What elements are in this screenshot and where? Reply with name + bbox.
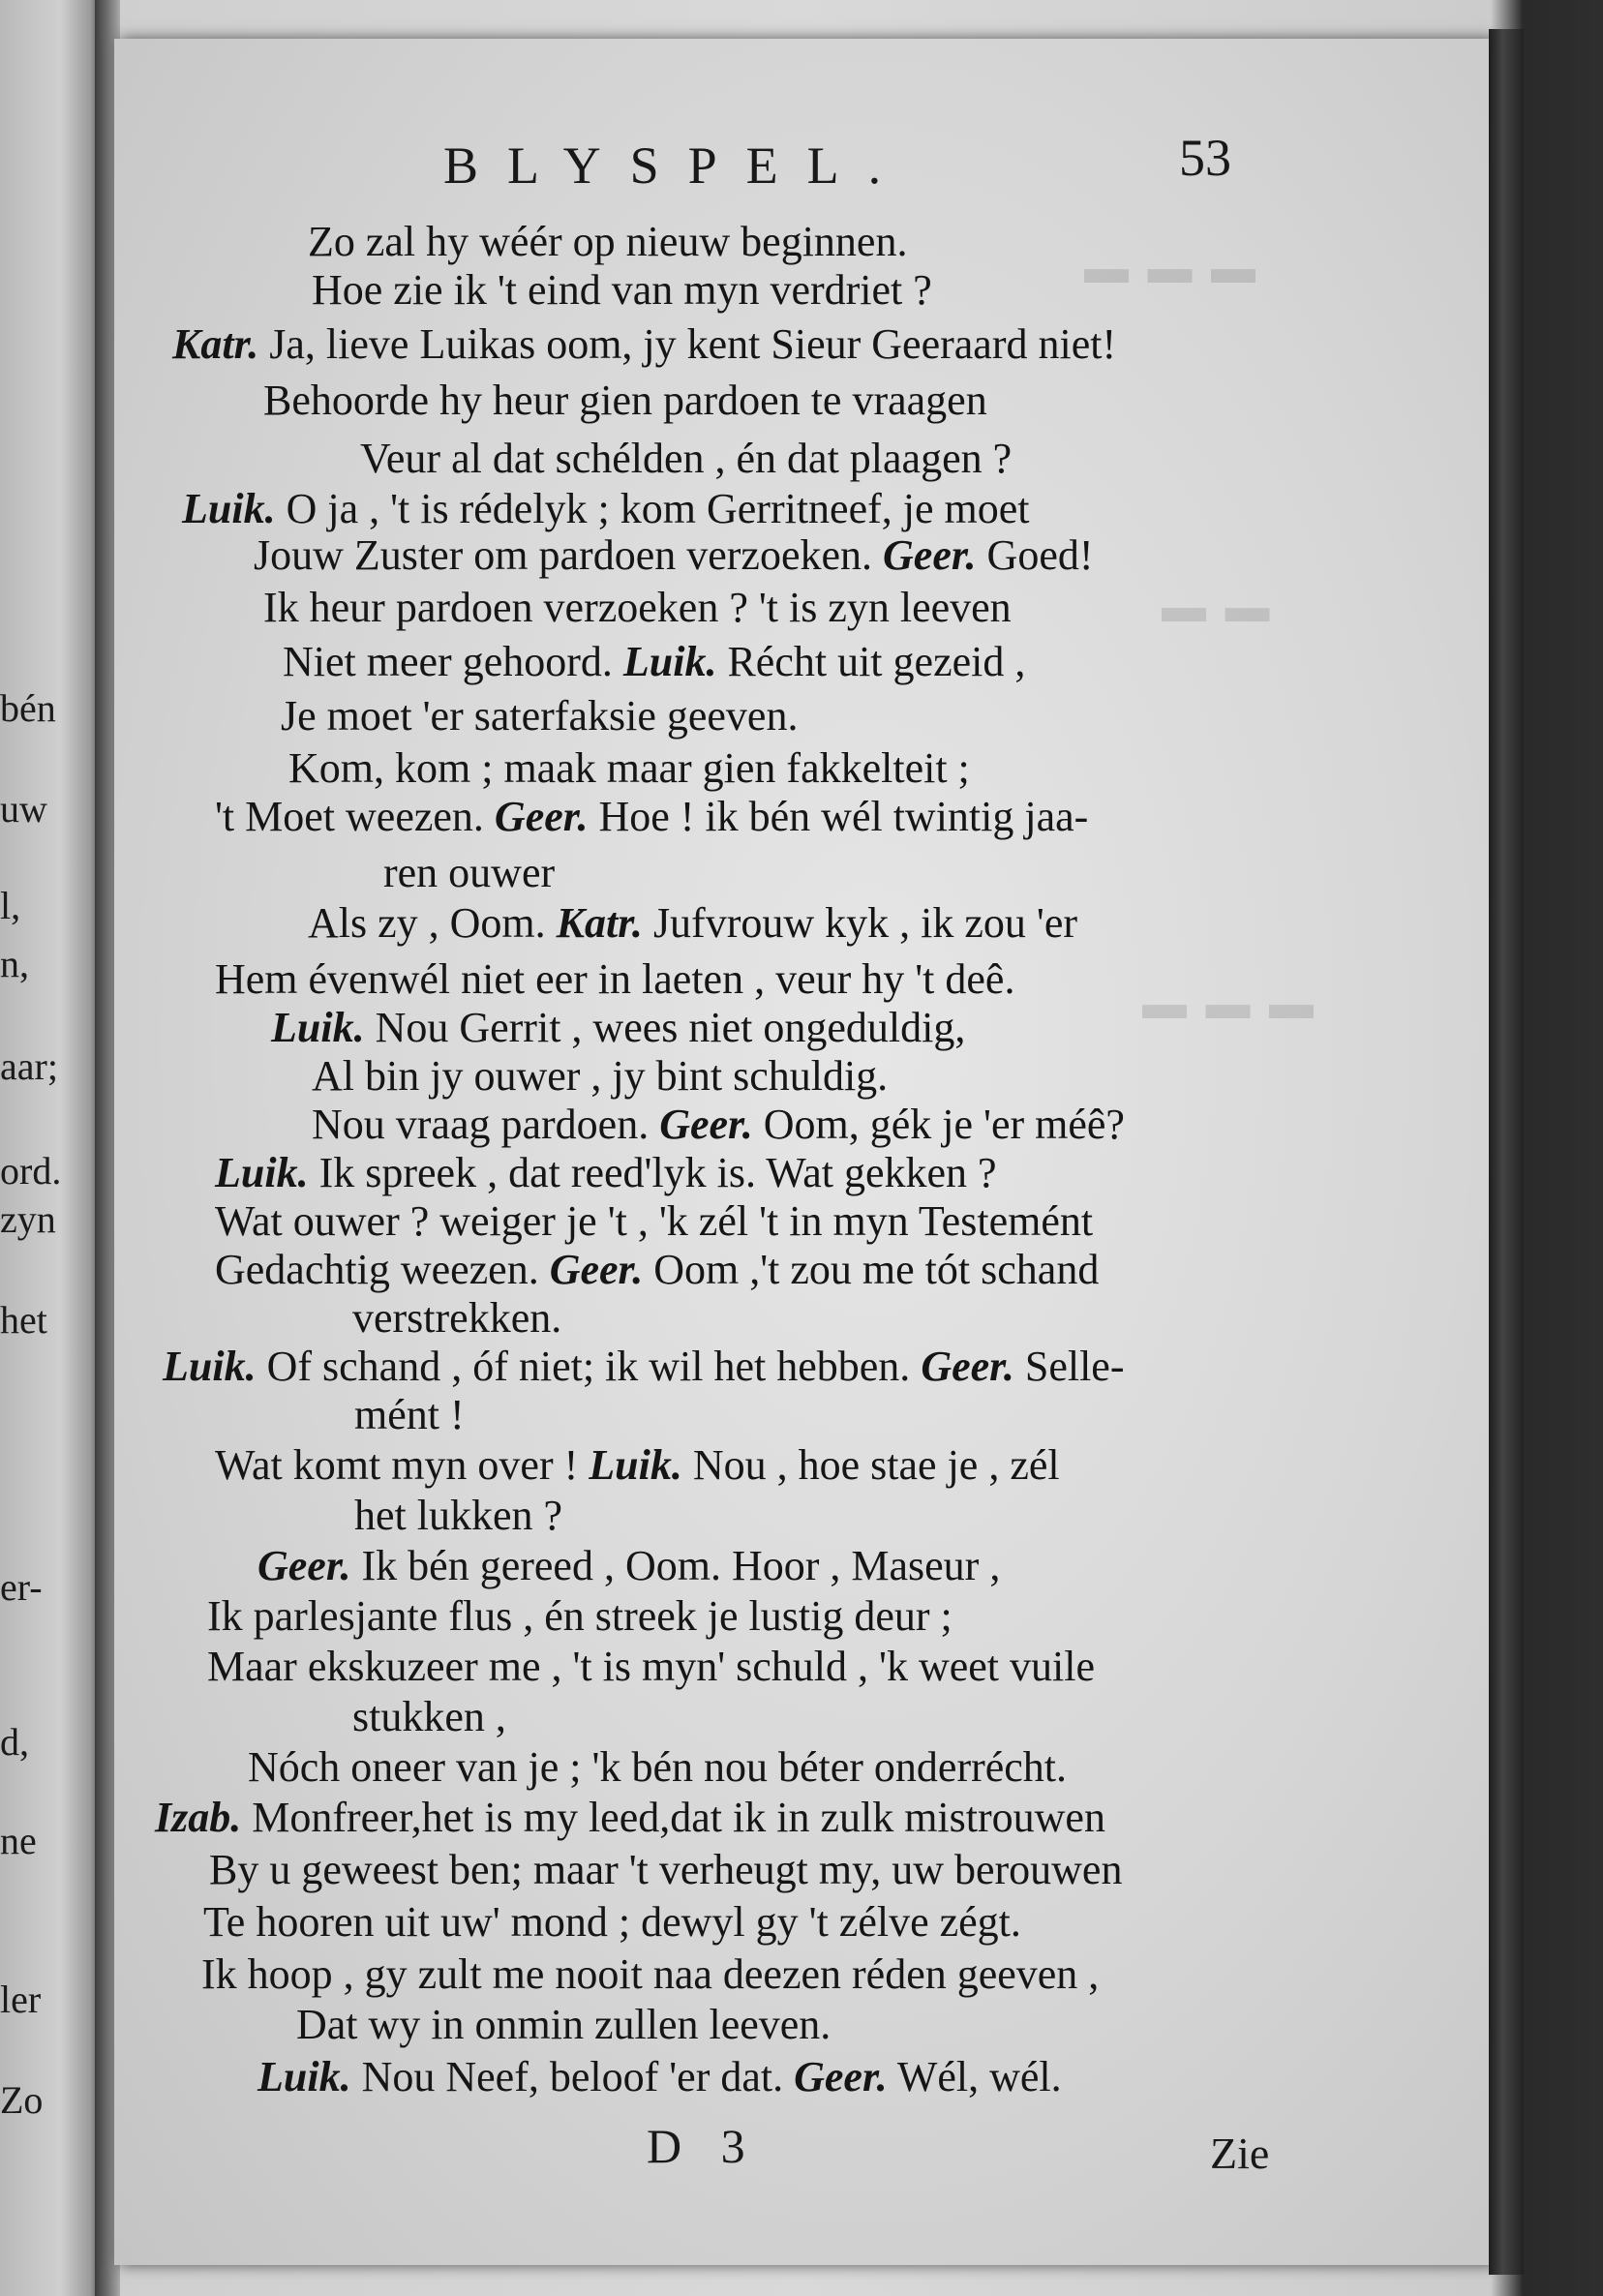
verse-line (172, 320, 1117, 368)
verse-line (352, 1294, 562, 1342)
show-through-text: ▬ ▬ ▬ (1142, 979, 1317, 1028)
verse-line (263, 584, 1012, 631)
verse-line (182, 485, 1030, 532)
verse-line (308, 899, 1078, 947)
speaker-name: Geer. (549, 1246, 644, 1293)
verse-text: Je moet 'er saterfaksie geeven. (281, 692, 799, 740)
show-through-text: ▬ ▬ ▬ (1084, 243, 1259, 292)
verse-line (215, 793, 1089, 840)
verse-text: Ik heur pardoen verzoeken ? 't is zyn leeven (263, 584, 1012, 631)
verse-text: Veur al dat schélden , én dat plaagen ? (360, 435, 1013, 482)
left-fragment: n, (0, 942, 29, 985)
verse-text: Kom, kom ; maak maar gien fakkelteit ; (288, 744, 970, 792)
verse-text: Hoe zie ik 't eind van myn verdriet ? (312, 266, 932, 314)
verse-text: stukken , (352, 1693, 506, 1740)
page-edge-shadow (1489, 29, 1524, 2275)
speaker-name: Katr. (556, 899, 643, 947)
show-through-text: ▬ ▬ (1162, 582, 1274, 631)
left-fragment: uw (0, 787, 47, 831)
verse-line (354, 1391, 465, 1438)
speaker-name: Geer. (257, 1542, 351, 1589)
left-fragment: ne (0, 1819, 37, 1862)
verse-text: Dat wy in onmin zullen leeven. (296, 2001, 832, 2048)
verse-text: Nou , hoe stae je , zél (681, 1441, 1060, 1489)
speaker-name: Geer. (494, 793, 589, 840)
verse-line (254, 531, 1094, 579)
verse-text: Wél, wél. (887, 2053, 1062, 2100)
verse-text: Ja, lieve Luikas oom, jy kent Sieur Geeraard niet! (258, 320, 1117, 368)
left-fragment: d, (0, 1720, 29, 1764)
verse-text: ren ouwer (383, 849, 556, 896)
verse-text: Hem évenwél niet eer in laeten , veur hy 't deê. (215, 955, 1015, 1003)
verse-line (203, 1898, 1021, 1946)
verse-line (201, 1950, 1100, 1998)
verse-text: Nou Neef, beloof 'er dat. (350, 2053, 795, 2100)
verse-line (215, 1197, 1094, 1245)
speaker-name: Izab. (155, 1794, 242, 1841)
verse-line (312, 1052, 889, 1100)
verse-text: O ja , 't is rédelyk ; kom Gerritneef, je moet (275, 485, 1030, 532)
verse-text: Of schand , óf niet; ik wil het hebben. (256, 1343, 922, 1390)
speaker-name: Luik. (163, 1343, 257, 1390)
verse-line (209, 1846, 1123, 1893)
left-fragment: aar; (0, 1044, 58, 1088)
speaker-name: Geer. (794, 2053, 888, 2100)
left-fragment: l, (0, 884, 21, 927)
verse-line (215, 955, 1015, 1003)
signature-mark: D 3 (647, 2119, 759, 2173)
left-fragment: zyn (0, 1197, 56, 1241)
speaker-name: Luik. (622, 638, 717, 685)
verse-line (215, 1441, 1060, 1489)
left-fragment: het (0, 1298, 47, 1342)
verse-line (281, 692, 799, 740)
speaker-name: Katr. (172, 320, 259, 368)
verse-line (296, 2001, 832, 2048)
verse-text: 't Moet weezen. (215, 793, 495, 840)
running-title: BLYSPEL. (443, 136, 911, 195)
verse-line (163, 1345, 1124, 1388)
page-number: 53 (1179, 129, 1231, 187)
left-fragment: ord. (0, 1149, 62, 1193)
speaker-name: Geer. (659, 1101, 753, 1148)
verse-text: Nou Gerrit , wees niet ongeduldig, (364, 1004, 966, 1051)
verse-text: Hoe ! ik bén wél twintig jaa- (588, 793, 1089, 840)
verse-text: Zo zal hy wéér op nieuw beginnen. (308, 218, 908, 265)
verse-text: Jouw Zuster om pardoen verzoeken. (254, 531, 884, 579)
verse-line (263, 379, 987, 422)
speaker-name: Luik. (215, 1149, 309, 1196)
verse-line (312, 1103, 1125, 1146)
verse-text: Goed! (976, 531, 1094, 579)
speaker-name: Luik. (589, 1441, 682, 1489)
verse-line (248, 1743, 1068, 1791)
verse-text: Nóch oneer van je ; 'k bén nou béter onderrécht. (248, 1743, 1068, 1791)
verse-line (155, 1794, 1105, 1841)
verse-line (308, 218, 908, 265)
verse-line (215, 1246, 1100, 1293)
left-fragment: Zo (0, 2078, 44, 2122)
speaker-name: Geer. (921, 1343, 1014, 1390)
verse-line (215, 1149, 997, 1196)
verse-text: Ik parlesjante flus , én streek je lustig deur ; (207, 1592, 953, 1640)
verse-line (257, 2053, 1062, 2100)
verse-line (257, 1542, 1001, 1589)
left-fragment: bén (0, 686, 56, 730)
verse-line (354, 1492, 563, 1539)
verse-line (288, 744, 970, 792)
verse-text: Oom, gék je 'er méê? (752, 1101, 1125, 1148)
verse-text: Oom ,'t zou me tót schand (643, 1246, 1100, 1293)
verse-text: verstrekken. (352, 1294, 562, 1342)
verse-text: Récht uit gezeid , (716, 638, 1026, 685)
verse-text: By u geweest ben; maar 't verheugt my, uw berouwen (209, 1846, 1123, 1893)
verse-line (207, 1643, 1095, 1690)
speaker-name: Geer. (883, 531, 977, 579)
verse-text: het lukken ? (354, 1492, 563, 1539)
verse-line (312, 266, 932, 314)
speaker-name: Luik. (271, 1004, 365, 1051)
verse-text: Maar ekskuzeer me , 't is myn' schuld , 'k weet vuile (207, 1643, 1095, 1690)
verse-text: Gedachtig weezen. (215, 1246, 550, 1293)
verse-text: Ik hoop , gy zult me nooit naa deezen réden geeven , (201, 1950, 1100, 1998)
speaker-name: Luik. (182, 485, 276, 532)
catchword: Zie (1210, 2129, 1270, 2178)
verse-text: Al bin jy ouwer , jy bint schuldig. (312, 1052, 889, 1100)
verse-text: Jufvrouw kyk , ik zou 'er (642, 899, 1078, 947)
verse-line (383, 849, 556, 896)
verse-line (352, 1693, 506, 1740)
verse-text: Selle- (1013, 1343, 1125, 1390)
verse-text: Ik spreek , dat reed'lyk is. Wat gekken ? (308, 1149, 997, 1196)
verse-line (271, 1004, 966, 1051)
verse-text: Nou vraag pardoen. (312, 1101, 660, 1148)
speaker-name: Luik. (257, 2053, 351, 2100)
verse-text: Als zy , Oom. (308, 899, 557, 947)
verse-text: mént ! (354, 1391, 465, 1438)
verse-text: Behoorde hy heur gien pardoen te vraagen (263, 377, 987, 424)
left-fragment: ler (0, 1978, 42, 2021)
verse-line (207, 1592, 953, 1640)
verse-text: Wat komt myn over ! (215, 1441, 590, 1489)
verse-text: Ik bén gereed , Oom. Hoor , Maseur , (350, 1542, 1001, 1589)
verse-text: Te hooren uit uw' mond ; dewyl gy 't zélve zégt. (203, 1898, 1021, 1946)
left-page-edge (0, 0, 101, 2296)
verse-line (360, 435, 1013, 482)
verse-text: Monfreer,het is my leed,dat ik in zulk mistrouwen (241, 1794, 1105, 1841)
verse-text: Wat ouwer ? weiger je 't , 'k zél 't in myn Testemént (215, 1197, 1094, 1245)
left-fragment: er- (0, 1565, 43, 1609)
verse-text: Niet meer gehoord. (283, 638, 623, 685)
verse-line (283, 638, 1026, 685)
